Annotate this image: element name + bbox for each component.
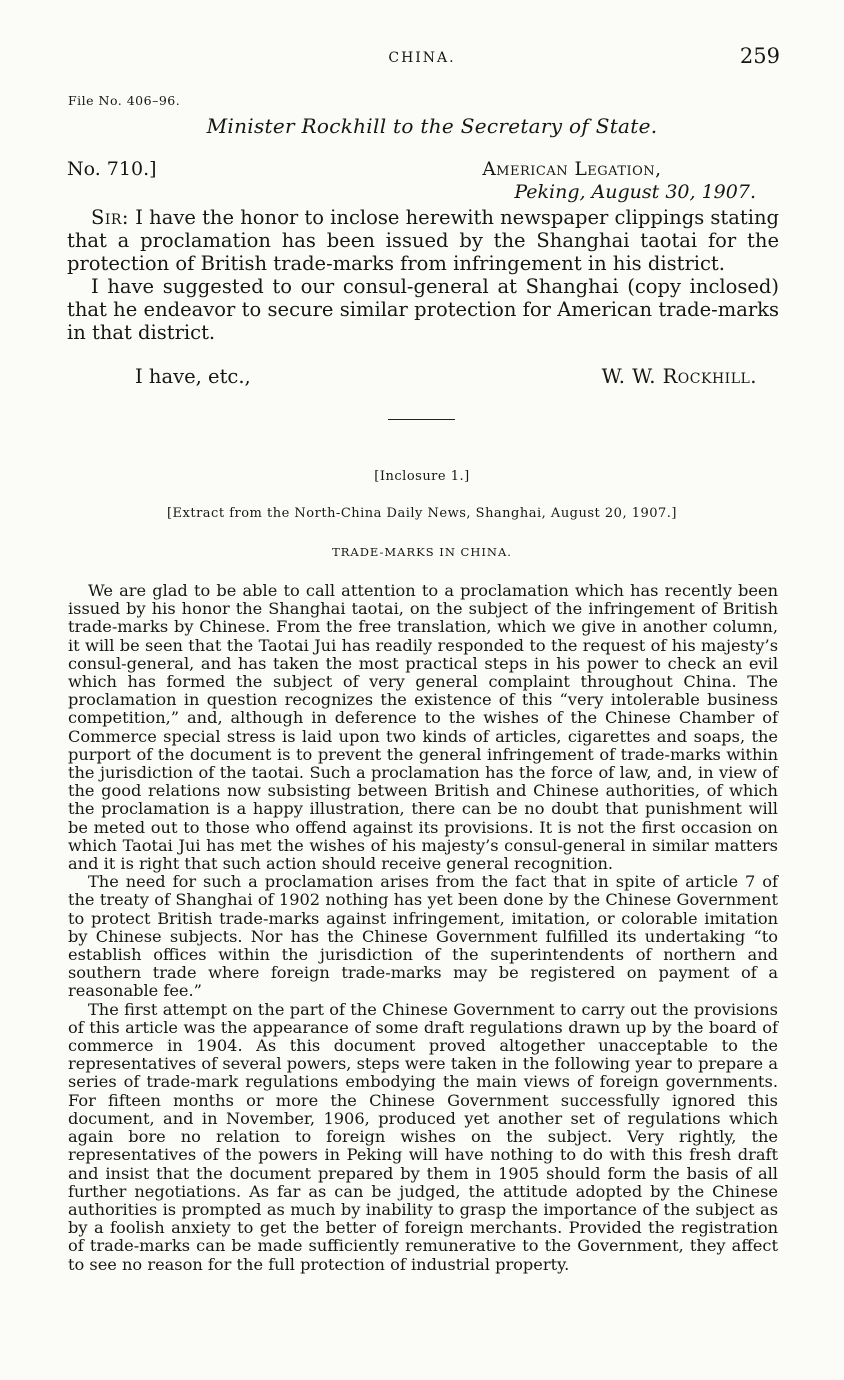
letter-closing <box>67 365 757 389</box>
section-divider <box>388 419 455 420</box>
letter-paragraph: I have suggested to our consul-general at Shanghai (copy inclosed) that he endeavor to secure similar protection for American trade-marks in that district. <box>67 275 779 344</box>
dateline <box>482 158 756 204</box>
file-number: File No. 406–96. <box>68 93 181 108</box>
letter-body <box>67 206 779 344</box>
article-body <box>68 582 778 1274</box>
page-number: 259 <box>739 44 780 68</box>
article-paragraph: The first attempt on the part of the Chinese Government to carry out the provisions of this article was the appearance of some draft regulations drawn up by the board of commerce in 1904. As this document proved altogether unacceptable to the representatives of several powers, steps were taken in the following year to prepare a series of trade-mark regulations embodying the main views of foreign governments. For fifteen months or more the Chinese Government successfully ignored this document, and in November, 1906, produced yet another set of regulations which again bore no relation to foreign wishes on the subject. Very rightly, the representatives of the powers in Peking will have nothing to do with this fresh draft and insist that the document prepared by them in 1905 should form the basis of all further negotiations. As far as can be judged, the attitude adopted by the Chinese authorities is prompted as much by inability to grasp the importance of the subject as by a foolish anxiety to get the better of foreign merchants. Provided the registration of trade-marks can be made sufficiently remunerative to the Government, they affect to see no reason for the full protection of industrial property. <box>68 999 778 1274</box>
article-paragraph: We are glad to be able to call attention to a proclamation which has recently been issued by his honor the Shanghai taotai, on the subject of the infringement of British trade-marks by Chinese. From the free translation, which we give in another column, it will be seen that the Taotai Jui has readily responded to the request of his majesty’s consul-general, and has taken the most practical steps in his power to check an evil which has formed the subject of very general complaint throughout China. The proclamation in question recognizes the existence of this “very intolerable business competition,” and, although in deference to the wishes of the Chinese Chamber of Commerce special stress is laid upon two kinds of articles, cigarettes and soaps, the purport of the document is to prevent the general infringement of trade-marks within the jurisdiction of the taotai. Such a proclamation has the force of law, and, in view of the good relations now subsisting between British and Chinese authorities, of which the proclamation is a happy illustration, there can be no doubt that punishment will be meted out to those who offend against its provisions. It is not the first occasion on which Taotai Jui has met the wishes of his majesty’s consul-general in similar matters and it is right that such action should receive general recognition. <box>68 581 778 874</box>
article-title: TRADE-MARKS IN CHINA. <box>332 545 512 559</box>
letter-heading: Minister Rockhill to the Secretary of State. <box>206 114 658 138</box>
place-and-date: Peking, August 30, 1907. <box>514 181 756 203</box>
letter-paragraph-text: I have the honor to inclose herewith newspaper clippings stating that a proclamation has been issued by the Shanghai taotai for the protection of British trade-marks from infringement in his district. <box>67 206 779 275</box>
article-paragraph: The need for such a proclamation arises from the fact that in spite of article 7 of the treaty of Shanghai of 1902 nothing has yet been done by the Chinese Government to protect British trade-marks against infringement, imitation, or colorable imitation by Chinese subjects. Nor has the Chinese Government fulfilled its undertaking “to establish offices within the jurisdiction of the superintendents of northern and southern trade where foreign trade-marks may be registered on payment of a reasonable fee.” <box>68 872 778 1001</box>
extract-source-note: [Extract from the North-China Daily News, Shanghai, August 20, 1907.] <box>166 506 678 521</box>
dispatch-number: No. 710.] <box>67 158 157 180</box>
running-title: CHINA. <box>388 50 456 66</box>
legation-name: American Legation, <box>482 159 662 180</box>
letter-paragraph <box>67 206 779 275</box>
running-header <box>0 44 844 70</box>
signature: W. W. Rockhill. <box>601 365 757 388</box>
inclosure-label: [Inclosure 1.] <box>374 469 470 484</box>
salutation: Sir: <box>91 206 129 229</box>
complimentary-close: I have, etc., <box>135 365 251 388</box>
